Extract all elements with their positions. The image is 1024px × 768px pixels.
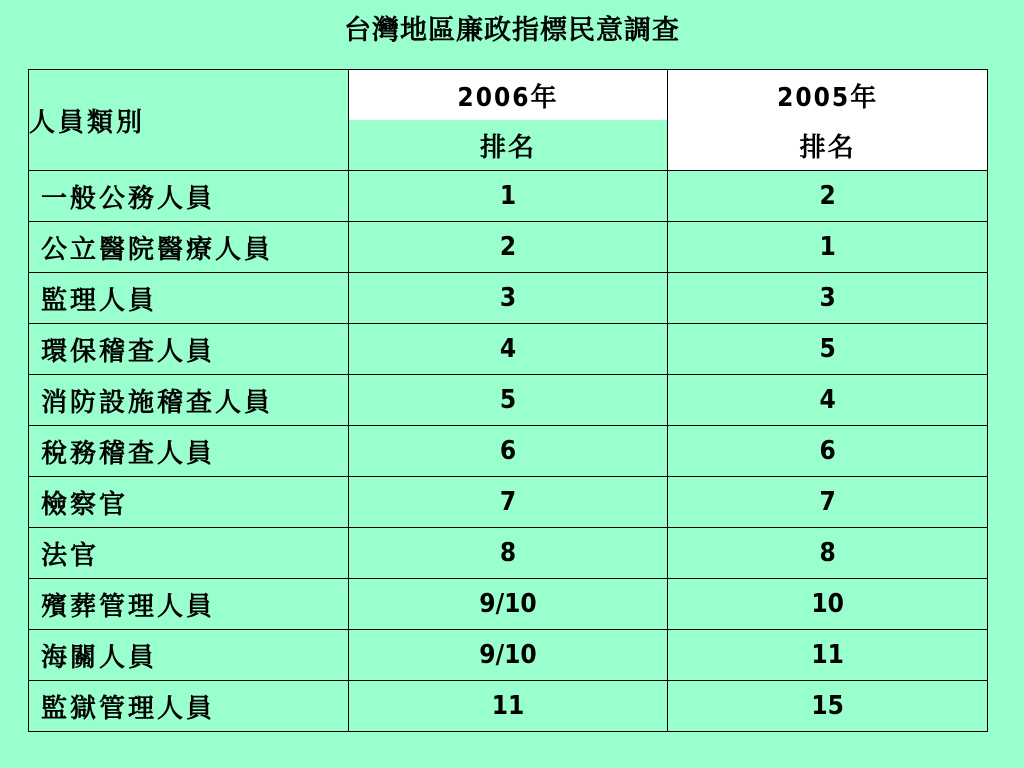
ranking-table (28, 69, 988, 732)
rank-2005-cell: 2 (668, 171, 988, 222)
rank-2005-cell: 7 (668, 477, 988, 528)
table-row (29, 426, 988, 477)
category-cell: 消防設施稽查人員 (29, 375, 349, 426)
ranking-table-body (29, 70, 988, 732)
year-2006-label: 2006年 (457, 82, 559, 113)
category-cell: 公立醫院醫療人員 (29, 222, 349, 273)
rank-2005-cell: 11 (668, 630, 988, 681)
table-row (29, 477, 988, 528)
category-cell: 海關人員 (29, 630, 349, 681)
header-row-years (29, 70, 988, 121)
category-cell: 法官 (29, 528, 349, 579)
rank-2006-label: 排名 (479, 132, 536, 163)
table-row (29, 630, 988, 681)
table-row (29, 171, 988, 222)
rank-2005-cell: 15 (668, 681, 988, 732)
rank-header-2006 (348, 120, 668, 171)
table-row (29, 273, 988, 324)
category-cell: 檢察官 (29, 477, 349, 528)
rank-2006-cell: 9/10 (348, 630, 668, 681)
rank-2006-cell: 4 (348, 324, 668, 375)
table-row (29, 324, 988, 375)
table-row (29, 375, 988, 426)
rank-2005-cell: 6 (668, 426, 988, 477)
rank-2005-cell: 10 (668, 579, 988, 630)
table-row (29, 579, 988, 630)
rank-2005-cell: 3 (668, 273, 988, 324)
year-header-2006 (348, 70, 668, 121)
slide-title: 台灣地區廉政指標民意調查 (344, 15, 680, 46)
rank-2005-cell: 8 (668, 528, 988, 579)
category-cell: 監獄管理人員 (29, 681, 349, 732)
category-cell: 殯葬管理人員 (29, 579, 349, 630)
category-cell: 稅務稽查人員 (29, 426, 349, 477)
rank-2006-cell: 3 (348, 273, 668, 324)
year-2005-label: 2005年 (777, 82, 879, 113)
rank-2006-cell: 8 (348, 528, 668, 579)
rank-2006-cell: 5 (348, 375, 668, 426)
rank-2005-cell: 5 (668, 324, 988, 375)
table-row (29, 222, 988, 273)
rank-2005-label: 排名 (799, 132, 856, 163)
category-cell: 環保稽查人員 (29, 324, 349, 375)
table-row (29, 681, 988, 732)
rank-2006-cell: 6 (348, 426, 668, 477)
rank-header-2005 (668, 120, 988, 171)
table-row (29, 528, 988, 579)
rank-2006-cell: 2 (348, 222, 668, 273)
rank-2006-cell: 1 (348, 171, 668, 222)
rank-2005-cell: 4 (668, 375, 988, 426)
rank-2006-cell: 7 (348, 477, 668, 528)
category-header: 人員類別 (29, 70, 349, 171)
rank-2006-cell: 9/10 (348, 579, 668, 630)
rank-2006-cell: 11 (348, 681, 668, 732)
category-cell: 監理人員 (29, 273, 349, 324)
year-header-2005 (668, 70, 988, 121)
category-cell: 一般公務人員 (29, 171, 349, 222)
rank-2005-cell: 1 (668, 222, 988, 273)
